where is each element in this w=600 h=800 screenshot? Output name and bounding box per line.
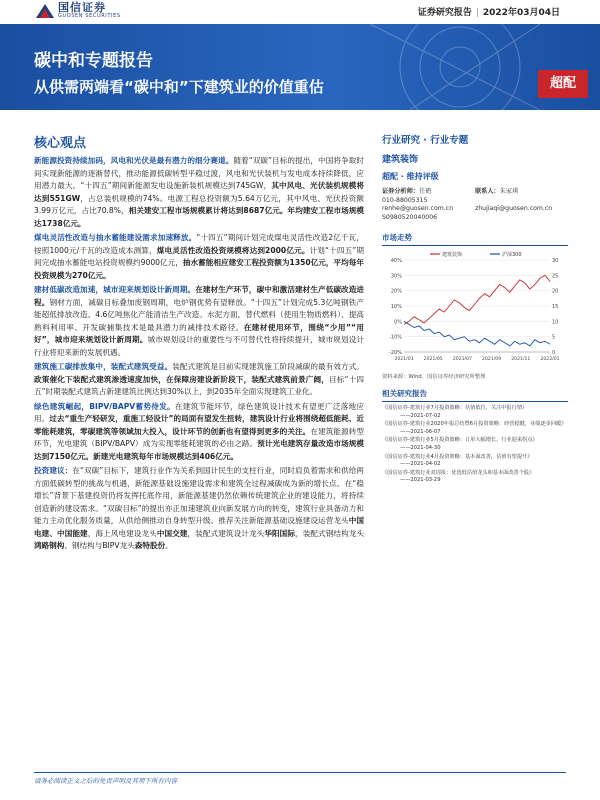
paragraph-heading: 煤电灵活性改造与抽水蓄能建设需求加速释放。: [34, 233, 197, 242]
brand-name-cn: 国信证券: [58, 1, 106, 14]
paragraph: [34, 361, 364, 399]
related-report-date: ——2021-07-02: [400, 412, 441, 419]
guosen-logo-icon: [36, 4, 54, 18]
body-text: 城市规划设计的重要性与不可替代性将持续提升，城市规划设计行业将迎来新的发展机遇。: [34, 335, 364, 357]
emphasis-text: 煤电灵活性改造投资规模将达到2000亿元。: [156, 245, 310, 255]
sidebar: [382, 132, 568, 486]
emphasis-text: 鸿路钢构: [34, 541, 65, 550]
paragraph: [34, 284, 364, 359]
related-report-title[interactable]: 《国信证券-建筑行业双周报：优选低估值龙头和基本面改善个股》: [382, 469, 535, 476]
body-text: ，海上风电建设龙头: [87, 528, 157, 538]
report-subtitle: 从供需两端看“碳中和”下建筑业的价值重估: [34, 78, 324, 96]
paragraph-heading: 新能源投资持续加码，风电和光伏是最有潜力的细分赛道。: [34, 156, 234, 165]
emphasis-text: 中国电建、中国能建: [34, 516, 365, 538]
related-report-title[interactable]: 《国信证券-建筑行业2020年报总结暨6月投资策略：经营稳健，业绩逐步回暖》: [382, 421, 567, 428]
emphasis-text: 其中风电、光伏装机规模将达到551GW: [34, 181, 364, 203]
body-text: ，占总装机规模的74%。电源工程总投资额为5.64万亿元，其中风电、光伏投资额3.99万亿元，占比70.8%，: [34, 193, 364, 215]
body-text: 计划“十四五”期间完成抽水蓄能电站投资规模约9000亿元，: [34, 245, 364, 267]
analyst-column: [382, 188, 475, 222]
emphasis-text: 抽水蓄能相应建安工程投资额为1350亿元，平均每年投资规模为270亿元。: [34, 258, 364, 280]
footer-divider: [34, 772, 566, 773]
paragraph-heading: 建材低碳改造加速，城市迎来规划设计新周期。: [34, 285, 196, 294]
report-date: 2022年03月04日: [482, 8, 560, 18]
legend-label: 建筑装饰: [442, 252, 463, 258]
x-tick-label: 2021/03: [394, 357, 414, 362]
body-text: 。: [165, 541, 173, 550]
market-trend-chart: [382, 248, 568, 366]
analyst-name-line: [382, 188, 475, 197]
brand-logo: [36, 2, 121, 19]
emphasis-text: 政策催化下装配式建筑渗透速度加快，在保障房建设新阶段下，装配式建筑前景广阔，: [34, 374, 330, 384]
emphasis-text: 在建材使用环节，围绕“少用”“用好”，城市迎来规划设计新周期。: [34, 322, 364, 344]
paragraph-list: [34, 155, 364, 553]
related-report-title[interactable]: 《国信证券-建筑行业4月投资策略：基本面改善，估值有望提升》: [382, 453, 533, 460]
x-tick-label: 2022/01: [540, 357, 560, 362]
body-text: ，装配式建筑设计龙头: [187, 528, 265, 538]
y-right-tick-label: 30: [552, 258, 559, 264]
report-category: 行业研究 · 行业专题: [382, 135, 469, 146]
related-report-date: ——2021-06-07: [400, 428, 441, 435]
analyst-label: 证券分析师：: [382, 188, 420, 195]
series-line-csi300: [404, 321, 550, 346]
meta-separator: |: [475, 8, 479, 18]
paragraph: [34, 155, 364, 230]
contact-label: 联系人：: [475, 188, 500, 195]
x-tick-label: 2021/09: [482, 357, 502, 362]
report-type: 证券研究报告: [417, 8, 472, 18]
paragraph: [34, 232, 364, 282]
analyst-email[interactable]: renhe@guosen.com.cn: [382, 205, 454, 212]
body-text: 目标“十四五”时期装配式建筑占新建建筑比例达到30%以上，到2035年全面实现建筑工业化。: [34, 374, 365, 396]
y-right-tick-label: 20: [552, 288, 559, 295]
disclaimer-footer: 请务必阅读正文之后的免责声明及其项下所有内容: [34, 777, 177, 785]
emphasis-text: 森特股份: [134, 541, 166, 550]
emphasis-text: 在建材生产环节，碳中和激活建材生产低碳改造进程。: [34, 285, 364, 307]
contact-column: [475, 188, 568, 222]
emphasis-text: 预计光电建筑存量改造市场规模达到7150亿元。新建光电建筑每年市场规模达到406亿元。: [34, 439, 365, 461]
industry-rating: 超配 · 维持评级: [382, 172, 439, 181]
emphasis-text: 华阳国际: [264, 528, 296, 538]
body-text: 在“双碳”目标下，建筑行业作为关系到国计民生的支柱行业，同时肩负着需求和供给两方面低碳转型的挑战与机遇，新能源基础设施建设需求和建筑全过程减碳成为新的增长点。在“稳增长”背景下基建投资仍将发挥托底作用，新能源基建仍然依赖传统建筑企业的建设能力，将持续创造新的建设需求。“双碳目标”的提出亦正加速建筑业向新发展方向的转变，建筑行业具备动力和能力主动优化服务质量，从供给侧推动自身转型升级。推荐关注新能源基础设施建设运营龙头: [34, 466, 364, 525]
report-meta: [418, 5, 560, 18]
y-right-tick-label: 25: [552, 273, 559, 280]
body-text: 在建筑能源转型环节，光电建筑（BIPV/BAPV）成为实现零能耗建筑的必由之路。: [34, 426, 364, 448]
paragraph-heading: 绿色建筑崛起，BIPV/BAPV蓄势待发。: [34, 401, 175, 411]
analyst-name: 任鹤: [419, 188, 432, 195]
legend-label: 沪深300: [502, 252, 522, 258]
x-tick-label: 2021/05: [423, 357, 443, 362]
paragraph: [34, 401, 364, 464]
x-tick-label: 2021/11: [511, 357, 531, 362]
paragraph: [34, 465, 364, 553]
series-line-construction: [404, 275, 550, 324]
x-tick-label: 2021/07: [452, 357, 472, 362]
y-left-tick-label: 20%: [390, 288, 402, 295]
body-text: 钢材方面，减碳目标叠加废钢周期，电炉钢优势有望释放。“十四五”计划完成5.3亿吨钢铁产能超低排放改造、4.6亿吨焦化产能清洁生产改造。水泥方面，替代燃料（使用生物质燃料）、提高熟料利用率、开发碳捕集技术是最具潜力的减排技术路径。: [34, 297, 364, 332]
body-text: 装配式建筑是目前实现建筑施工阶段减碳的最有效方式。: [172, 362, 364, 371]
banner-decoration: [310, 24, 540, 110]
emphasis-text: 相关建安工程市场规模累计将达到8687亿元。年均建安工程市场规模达1738亿元。: [34, 206, 364, 228]
chart-source: 资料来源：Wind、国信证券经济研究所整理: [382, 374, 486, 380]
y-right-tick-label: 0: [552, 350, 556, 356]
y-left-tick-label: -10%: [389, 334, 402, 341]
title-banner: [0, 24, 600, 110]
analyst-info: [382, 188, 568, 222]
section-title: 核心观点: [34, 136, 87, 151]
related-report-date: ——2021-03-29: [400, 477, 441, 484]
analyst-cert: S0980520040006: [382, 213, 438, 221]
market-trend-title: 市场走势: [382, 232, 568, 246]
y-left-tick-label: -20%: [389, 350, 402, 356]
paragraph-heading: 建筑施工碳排放集中，装配式建筑受益。: [34, 362, 173, 371]
y-left-tick-label: 10%: [390, 304, 402, 310]
related-report-title[interactable]: 《国信证券-建筑行业5月投资策略：订单大幅增长，行业迎来拐点》: [382, 437, 538, 444]
rating-badge: 超配: [538, 70, 588, 98]
body-text: 在建筑节能环节，绿色建筑设计技术有望更广泛落地应用。: [34, 401, 364, 423]
body-text: “十四五”期间计划完成煤电灵活性改造2亿千瓦，按照1000元/千瓦的改造成本测算，: [34, 233, 364, 255]
paragraph-heading: 投资建议：: [34, 466, 73, 475]
related-report-date: ——2021-04-30: [400, 444, 441, 451]
emphasis-text: 中国交建: [156, 528, 188, 538]
body-text: 、钢结构与BIPV龙头: [64, 541, 135, 550]
y-right-tick-label: 5: [552, 334, 556, 341]
contact-email[interactable]: zhujiaqi@guosen.com.cn: [475, 205, 553, 212]
contact-name-line: [475, 188, 568, 197]
related-report-title[interactable]: 《国信证券-建筑行业7月投资策略：估值低位，关注中报行情》: [382, 405, 528, 411]
y-left-tick-label: 30%: [390, 273, 402, 280]
report-title: 碳中和专题报告: [34, 51, 153, 71]
contact-name: 朱家琪: [499, 188, 519, 195]
y-right-tick-label: 10: [552, 319, 559, 326]
emphasis-text: 过去“重生产轻研发，重施工轻设计”的局面有望发生扭转，建筑设计行业将围绕超低能耗、近零能耗建筑，零碳建筑等领域加大投入，设计环节的创新也有望得到更多的关注。: [34, 414, 365, 436]
brand-name-en: GUOSEN SECURITIES: [58, 13, 121, 19]
body-text: 随着“双碳”目标的提出，中国将争取时间实现新能源的逐渐替代，推动能源低碳转型平稳过渡，风电和光伏装机与发电成本持续降低，应用潜力最大。“十四五”期间新能源发电设施新装机规模达到745GW，: [34, 156, 365, 190]
industry-name: 建筑装饰: [382, 155, 419, 165]
related-report-date: ——2021-04-02: [400, 461, 441, 468]
y-left-tick-label: 0%: [394, 319, 402, 326]
y-right-tick-label: 15: [552, 304, 559, 310]
related-reports-list: [382, 405, 568, 485]
top-bar: [0, 0, 600, 22]
main-content: [34, 132, 364, 555]
related-reports-title: 相关研究报告: [382, 388, 568, 402]
body-text: ，装配式钢结构龙头: [295, 528, 365, 538]
y-left-tick-label: 40%: [390, 258, 402, 264]
analyst-phone: 010-88005315: [382, 196, 428, 204]
